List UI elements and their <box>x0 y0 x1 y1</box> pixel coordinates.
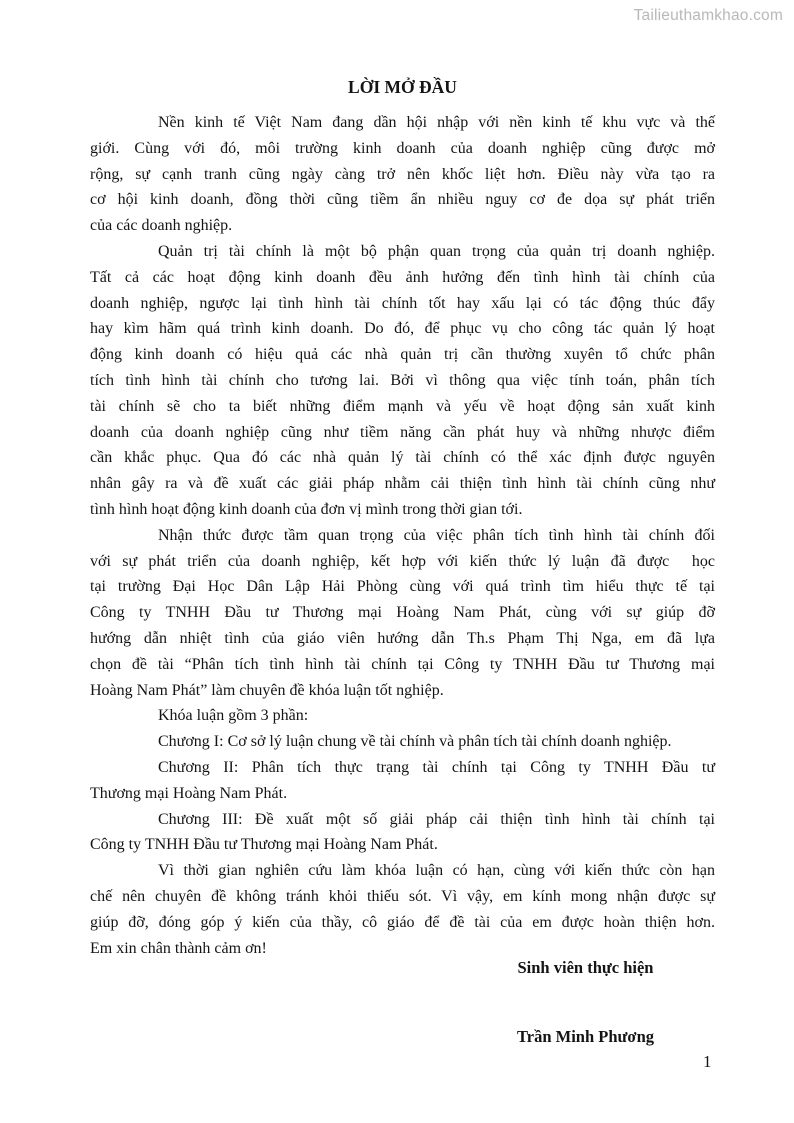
text-line: chế nên chuyên đề không tránh khỏi thiếu sót. Vì vậy, em kính mong nhận được sự <box>90 887 715 905</box>
text-line: Tất cả các hoạt động kinh doanh đều ảnh hưởng đến tình hình tài chính của <box>90 268 715 286</box>
text-line: Thương mại Hoàng Nam Phát. <box>90 784 288 802</box>
text-line: giúp đỡ, đóng góp ý kiến của thầy, cô giáo để đề tài của em được hoàn thiện hơn. <box>90 913 715 931</box>
text-line: giới. Cùng với đó, môi trường kinh doanh của doanh nghiệp cũng được mở <box>90 139 715 157</box>
text-line: doanh của doanh nghiệp cũng như tiềm năng cần phát huy và những nhược điểm <box>90 423 715 441</box>
text-line: của các doanh nghiệp. <box>90 217 233 235</box>
text-line: tích tình hình tài chính cho tương lai. Bởi vì thông qua việc tính toán, phân tích <box>90 371 715 389</box>
text-line: tài chính sẽ cho ta biết những điểm mạnh và yếu về hoạt động sản xuất kinh <box>90 397 715 415</box>
text-line: Chương III: Đề xuất một số giải pháp cải thiện tình hình tài chính tại <box>158 810 715 828</box>
text-line: rộng, sự cạnh tranh cũng ngày càng trở nên khốc liệt hơn. Điều này vừa tạo ra <box>90 165 715 183</box>
text-line: Công ty TNHH Đầu tư Thương mại Hoàng Nam Phát. <box>90 836 438 854</box>
page-number: 1 <box>703 1052 712 1071</box>
page-title: LỜI MỞ ĐẦU <box>348 77 457 97</box>
watermark: Tailieuthamkhao.com <box>633 7 783 24</box>
text-line: Nền kinh tế Việt Nam đang dần hội nhập với nền kinh tế khu vực và thế <box>158 114 715 131</box>
text-line: cơ hội kinh doanh, đồng thời cũng tiềm ẩn nhiều nguy cơ đe dọa sự phát triển <box>90 191 715 209</box>
text-line: động kinh doanh có hiệu quả các nhà quản trị cần thường xuyên tổ chức phân <box>90 346 715 364</box>
text-line: tình hình hoạt động kinh doanh của đơn vị mình trong thời gian tới. <box>90 500 523 518</box>
signature-role: Sinh viên thực hiện <box>517 958 654 977</box>
text-line: Quản trị tài chính là một bộ phận quan trọng của quản trị doanh nghiệp. <box>158 242 715 260</box>
text-line: Khóa luận gồm 3 phần: <box>158 707 309 725</box>
paragraphs-container <box>90 110 715 961</box>
text-line: nhân gây ra và đề xuất các giải pháp nhằm cải thiện tình hình tài chính cũng như <box>90 475 715 493</box>
text-line: Công ty TNHH Đầu tư Thương mại Hoàng Nam Phát, cùng với sự giúp đỡ <box>90 604 715 622</box>
text-line: doanh nghiệp, ngược lại tình hình tài chính tốt hay xấu lại có tác động thúc đẩy <box>90 294 715 312</box>
text-line: chọn đề tài “Phân tích tình hình tài chính tại Công ty TNHH Đầu tư Thương mại <box>90 655 715 673</box>
text-line: với sự phát triển của doanh nghiệp, kết hợp với kiến thức lý luận đã được học <box>90 552 715 570</box>
text-line: hướng dẫn nhiệt tình của giáo viên hướng dẫn Th.s Phạm Thị Nga, em đã lựa <box>90 629 715 647</box>
text-line: Chương II: Phân tích thực trạng tài chính tại Công ty TNHH Đầu tư <box>158 758 715 776</box>
text-line: cần khắc phục. Qua đó các nhà quản lý tài chính có thể xác định được nguyên <box>90 449 715 467</box>
text-line: Em xin chân thành cảm ơn! <box>90 939 267 957</box>
text-line: tại trường Đại Học Dân Lập Hải Phòng cùng với quá trình tìm hiểu thực tế tại <box>90 578 715 596</box>
document-body <box>90 77 715 961</box>
text-line: Nhận thức được tầm quan trọng của việc phân tích tình hình tài chính đối <box>158 526 715 544</box>
signature-block <box>468 957 703 1047</box>
text-line: hay kìm hãm quá trình kinh doanh. Do đó, để phục vụ cho công tác quản lý hoạt <box>90 320 715 338</box>
text-line: Vì thời gian nghiên cứu làm khóa luận có hạn, cùng với kiến thức còn hạn <box>158 862 715 880</box>
text-line: Hoàng Nam Phát” làm chuyên đề khóa luận tốt nghiệp. <box>90 681 444 699</box>
signature-name: Trần Minh Phương <box>516 1027 654 1046</box>
text-line: Chương I: Cơ sở lý luận chung về tài chính và phân tích tài chính doanh nghiệp. <box>158 733 672 751</box>
